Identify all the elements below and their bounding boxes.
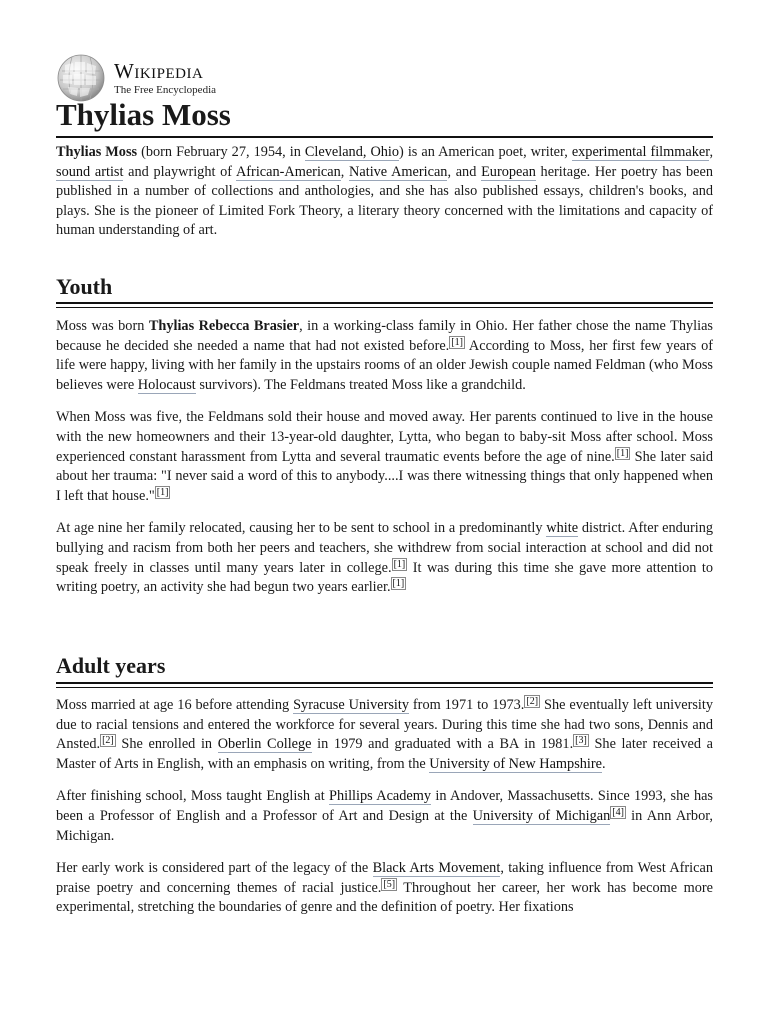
text: (born February 27, 1954, in	[137, 144, 305, 160]
text: district. After enduring bullying and racism from both her peers and teachers, she withdrew from social interaction at school and did not speak freely in classes until many years later in college.	[56, 520, 714, 576]
text: According to Moss, her first few years of life were happy, living with her family in the upstairs rooms of an older Jewish couple named Feldman (who Moss believes were	[56, 337, 713, 393]
citation[interactable]	[524, 695, 540, 708]
intro-section	[56, 143, 713, 254]
youth-section	[56, 317, 713, 611]
text: .	[601, 755, 606, 772]
link-sound-artist[interactable]: sound artist	[56, 163, 124, 180]
adult-paragraph-3	[56, 859, 713, 918]
link-phillips-academy[interactable]: Phillips Academy	[329, 788, 432, 805]
citation-label[interactable]: [4]	[612, 806, 624, 818]
text: from 1971 to 1973.	[409, 697, 525, 713]
text: Her early work is considered part of the legacy of the	[56, 860, 373, 877]
link-african-american[interactable]: African-American	[235, 163, 341, 180]
text: , and	[447, 163, 482, 180]
text: ,	[709, 144, 714, 160]
text: After finishing school, Moss taught English at	[56, 788, 330, 805]
text: in 1979 and graduated with a BA in 1981.	[311, 736, 574, 753]
citation[interactable]	[573, 734, 589, 747]
citation-label[interactable]: [3]	[575, 735, 587, 747]
page-title: Thylias Moss	[56, 97, 231, 132]
wikipedia-wordmark	[114, 58, 217, 96]
section-divider	[56, 302, 713, 304]
citation-label[interactable]: [2]	[526, 696, 539, 707]
youth-paragraph-3	[56, 519, 713, 597]
citation[interactable]	[392, 558, 408, 571]
text: , in a working-class family in Ohio. Her father chose the name Thylias because he decided she needed a name that had not existed before.	[56, 318, 713, 354]
citation[interactable]	[381, 878, 397, 891]
youth-paragraph-1	[56, 317, 713, 395]
site-name: Wikipedia	[114, 58, 204, 83]
citation[interactable]	[391, 577, 407, 590]
link-university-of-new-hampshire[interactable]: University of New Hampshire	[429, 755, 602, 772]
citation-label[interactable]: [1]	[156, 486, 169, 498]
link-experimental-filmmaker[interactable]: experimental filmmaker	[571, 144, 710, 160]
citation[interactable]	[615, 447, 631, 460]
text: At age nine her family relocated, causing her to be sent to school in a predominantly	[56, 520, 547, 537]
text: survivors). The Feldmans treated Moss like a grandchild.	[195, 376, 526, 393]
link-cleveland-ohio[interactable]: Cleveland, Ohio	[304, 144, 400, 160]
text: She later received a Master of Arts in English, with an emphasis on writing, from the	[56, 736, 713, 772]
text: When Moss was five, the Feldmans sold their house and moved away. Her parents continued to live in the house with the new homeowners and their 13-year-old daughter, Lytta, who began to baby-sit Moss after school. Moss experienced constant harassment from Lytta and several traumatic events before the age of nine.	[56, 409, 713, 465]
text: She eventually left university due to racial tensions and entered the workforce for several years. During this time she had two sons, Dennis and Ansted.	[56, 697, 713, 753]
link-white[interactable]: white	[546, 520, 579, 537]
text: Moss was born	[56, 318, 149, 334]
citation-label[interactable]: [1]	[451, 336, 463, 348]
text: She later said about her trauma: "I never said a word of this to anybody....I was there witnessing things that only happened when I left that house."	[56, 448, 713, 504]
section-divider	[56, 682, 713, 684]
citation-label[interactable]: [1]	[616, 447, 629, 459]
text: in Ann Arbor, Michigan.	[56, 807, 713, 844]
subject-name: Thylias Moss	[56, 144, 138, 160]
link-oberlin-college[interactable]: Oberlin College	[217, 736, 312, 753]
citation[interactable]	[610, 806, 626, 819]
text: in Andover, Massachusetts. Since 1993, she has been a Professor of English and a Professor of Art and Design at the	[56, 788, 713, 824]
link-black-arts-movement[interactable]: Black Arts Movement	[372, 860, 501, 877]
text: , taking influence from West African praise poetry and concerning themes of racial justice.	[56, 860, 713, 896]
section-divider-thin	[56, 307, 713, 308]
citation-label[interactable]: [1]	[392, 578, 405, 590]
citation[interactable]	[155, 486, 171, 499]
birth-name: Thylias Rebecca Brasier	[148, 318, 300, 334]
section-divider-thin	[56, 687, 713, 688]
title-divider	[56, 136, 713, 138]
adult-paragraph-2	[56, 787, 713, 846]
text: ) is an American poet, writer,	[399, 144, 572, 160]
site-tagline: The Free Encyclopedia	[114, 83, 217, 96]
text: heritage. Her poetry has been published in a number of collections and anthologies, and she has also published essays, children's books, and plays. She is the pioneer of Limited Fork Theory, a literary theory concerned with the limitations and capacity of human understanding of art.	[56, 163, 713, 239]
link-university-of-michigan[interactable]: University of Michigan	[472, 807, 611, 824]
section-heading-adult-years: Adult years	[56, 653, 166, 678]
citation-label[interactable]: [5]	[383, 878, 396, 890]
citation[interactable]	[100, 734, 116, 747]
link-syracuse-university[interactable]: Syracuse University	[293, 697, 409, 713]
intro-paragraph	[56, 143, 713, 241]
link-holocaust[interactable]: Holocaust	[137, 376, 196, 393]
text: She enrolled in	[115, 736, 218, 753]
youth-paragraph-2	[56, 408, 713, 506]
text: Throughout her career, her work has become more experimental, stretching the boundaries of genre and the definition of poetry. Her fixations	[56, 879, 713, 916]
section-heading-youth: Youth	[56, 274, 113, 299]
link-native-american[interactable]: Native American	[349, 163, 448, 180]
adult-paragraph-1	[56, 696, 713, 774]
citation[interactable]	[449, 336, 465, 349]
adult-section	[56, 696, 713, 931]
link-european[interactable]: European	[481, 163, 536, 180]
text: It was during this time she gave more attention to writing poetry, an activity she had begun two years earlier.	[56, 559, 714, 596]
citation-label[interactable]: [2]	[102, 735, 114, 747]
citation-label[interactable]: [1]	[393, 558, 406, 570]
text: and playwright of	[123, 163, 236, 180]
text: Moss married at age 16 before attending	[56, 697, 294, 713]
text: ,	[340, 163, 350, 180]
